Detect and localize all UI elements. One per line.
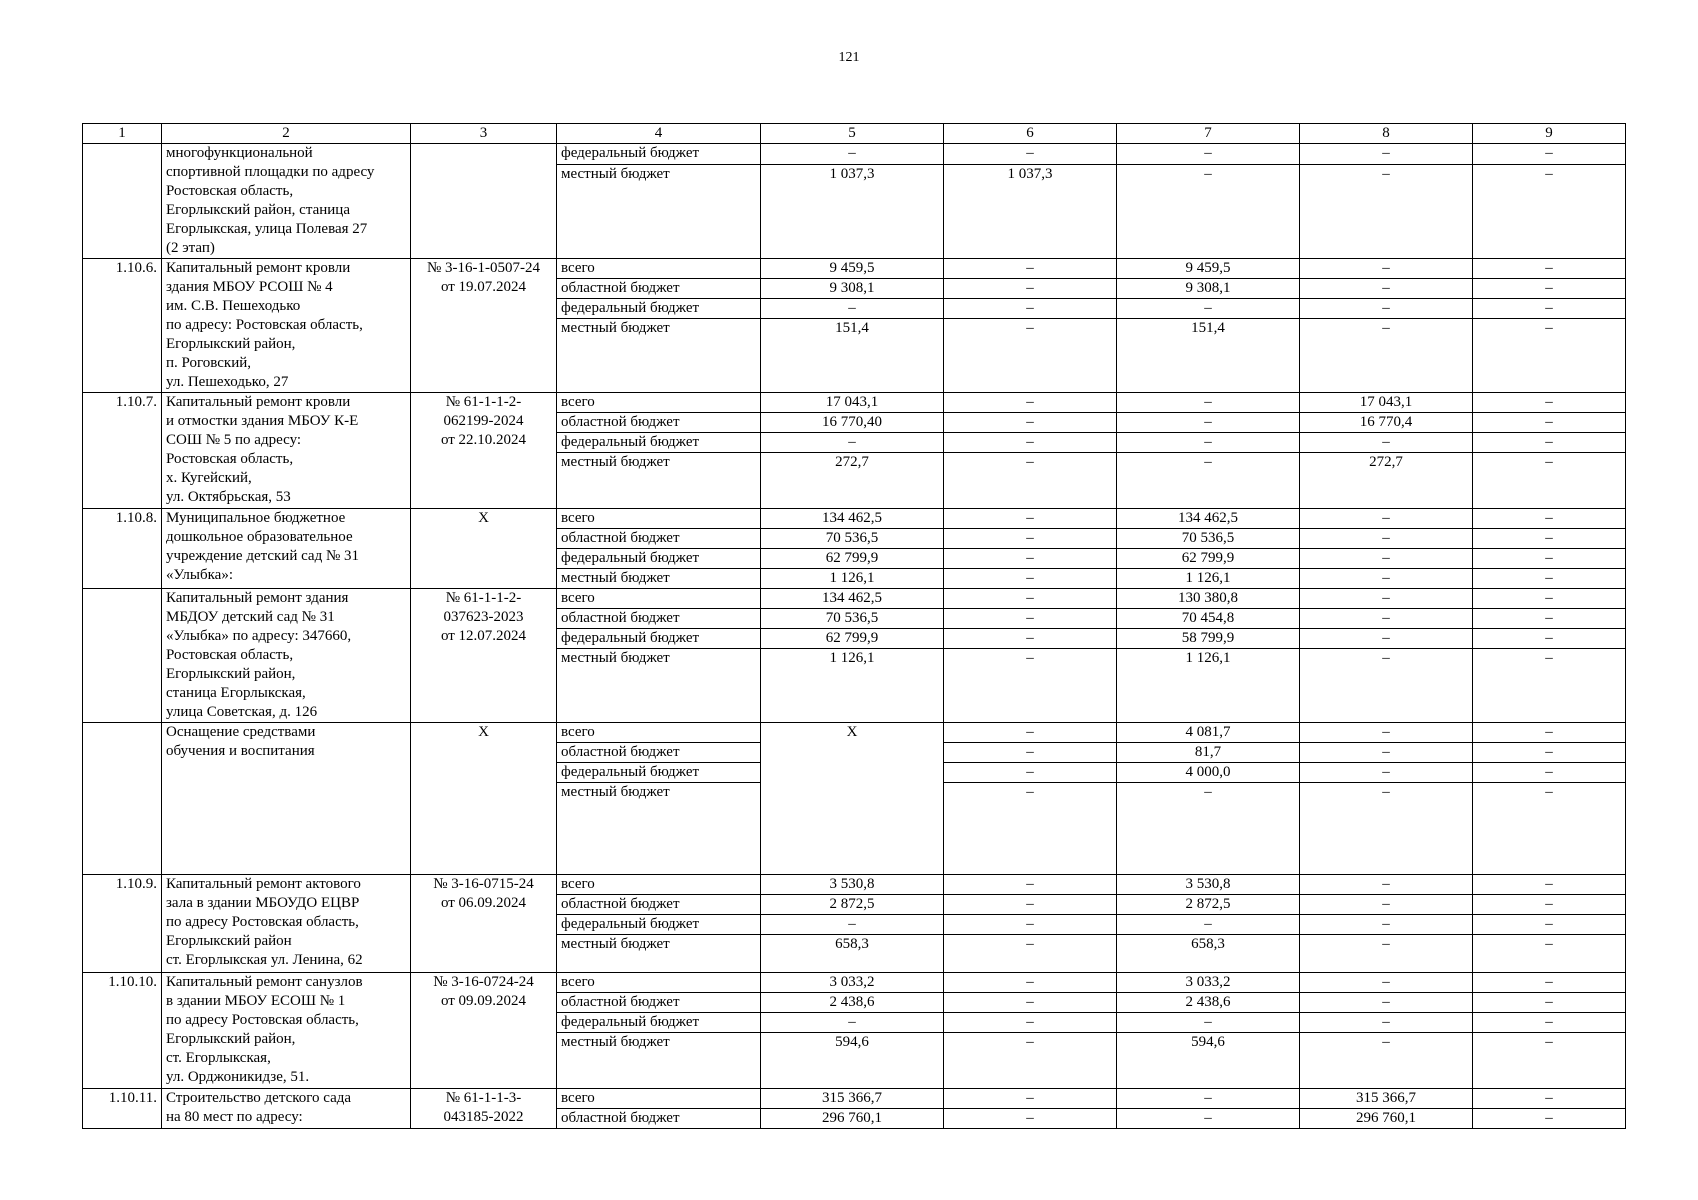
value-cell: –: [1473, 915, 1626, 935]
value-cell: –: [1473, 609, 1626, 629]
item-description: Строительство детского сада на 80 мест по адресу:: [162, 1089, 411, 1129]
item-document: [411, 144, 557, 259]
value-cell: 9 308,1: [1117, 279, 1300, 299]
value-cell: –: [1473, 549, 1626, 569]
value-cell: –: [1300, 299, 1473, 319]
value-cell: –: [944, 144, 1117, 165]
value-cell: 4 000,0: [1117, 763, 1300, 783]
value-cell: –: [1473, 433, 1626, 453]
value-cell: 3 530,8: [761, 875, 944, 895]
value-cell: –: [1300, 509, 1473, 529]
funding-source: федеральный бюджет: [557, 144, 761, 165]
item-number: [83, 723, 162, 875]
item-number: 1.10.7.: [83, 393, 162, 509]
value-cell: –: [761, 915, 944, 935]
value-cell: 9 459,5: [1117, 259, 1300, 279]
value-cell: 1 126,1: [1117, 569, 1300, 589]
value-cell: –: [1117, 413, 1300, 433]
value-cell: –: [1117, 453, 1300, 509]
value-cell: 62 799,9: [761, 549, 944, 569]
value-cell: –: [1473, 413, 1626, 433]
value-cell: –: [1473, 783, 1626, 875]
value-cell: 3 530,8: [1117, 875, 1300, 895]
value-cell: –: [1117, 433, 1300, 453]
value-cell: 1 126,1: [761, 649, 944, 723]
value-cell: –: [944, 743, 1117, 763]
value-cell: –: [1473, 319, 1626, 393]
value-cell: 70 536,5: [761, 529, 944, 549]
value-cell: –: [1300, 609, 1473, 629]
item-number: [83, 589, 162, 723]
value-cell: –: [944, 433, 1117, 453]
value-cell: –: [944, 875, 1117, 895]
value-cell: –: [761, 433, 944, 453]
funding-source: областной бюджет: [557, 1109, 761, 1129]
value-cell: 17 043,1: [1300, 393, 1473, 413]
value-cell: –: [1300, 973, 1473, 993]
value-cell: –: [1117, 393, 1300, 413]
value-cell: –: [1473, 279, 1626, 299]
funding-source: всего: [557, 259, 761, 279]
value-cell: –: [1473, 935, 1626, 973]
value-cell: –: [1473, 1089, 1626, 1109]
value-cell: –: [1300, 529, 1473, 549]
item-document: Х: [411, 723, 557, 875]
value-cell: –: [1300, 549, 1473, 569]
funding-source: федеральный бюджет: [557, 1013, 761, 1033]
value-cell: –: [1300, 935, 1473, 973]
value-cell: –: [944, 279, 1117, 299]
value-cell: 130 380,8: [1117, 589, 1300, 609]
value-cell: 1 126,1: [1117, 649, 1300, 723]
value-cell: –: [1473, 589, 1626, 609]
value-cell: –: [1300, 433, 1473, 453]
value-cell: –: [1117, 783, 1300, 875]
value-cell: –: [1473, 299, 1626, 319]
funding-source: федеральный бюджет: [557, 763, 761, 783]
value-cell: –: [1473, 453, 1626, 509]
table-row: [83, 723, 1626, 743]
funding-source: всего: [557, 1089, 761, 1109]
value-cell: –: [944, 1013, 1117, 1033]
budget-table: [82, 123, 1626, 1129]
value-cell: –: [944, 259, 1117, 279]
header-col-9: 9: [1473, 124, 1626, 144]
funding-source: местный бюджет: [557, 1033, 761, 1089]
value-cell: –: [1300, 629, 1473, 649]
value-cell: –: [1473, 743, 1626, 763]
value-cell: 315 366,7: [761, 1089, 944, 1109]
value-cell: –: [1473, 144, 1626, 165]
value-cell: –: [1473, 1013, 1626, 1033]
value-cell: –: [944, 453, 1117, 509]
value-cell: –: [1473, 393, 1626, 413]
table-row: [83, 144, 1626, 165]
header-col-6: 6: [944, 124, 1117, 144]
item-number: 1.10.10.: [83, 973, 162, 1089]
funding-source: федеральный бюджет: [557, 915, 761, 935]
value-cell: 296 760,1: [1300, 1109, 1473, 1129]
value-cell: –: [1300, 319, 1473, 393]
value-cell: –: [1473, 875, 1626, 895]
value-cell: –: [1300, 763, 1473, 783]
value-cell: 151,4: [1117, 319, 1300, 393]
value-cell: –: [1473, 629, 1626, 649]
funding-source: местный бюджет: [557, 319, 761, 393]
value-cell: –: [1473, 993, 1626, 1013]
value-cell: –: [1300, 1013, 1473, 1033]
funding-source: всего: [557, 973, 761, 993]
funding-source: областной бюджет: [557, 895, 761, 915]
value-cell: –: [1300, 723, 1473, 743]
table-row: [83, 259, 1626, 279]
table-row: [83, 1089, 1626, 1109]
funding-source: местный бюджет: [557, 164, 761, 258]
value-cell: –: [1117, 144, 1300, 165]
value-cell: –: [1473, 569, 1626, 589]
table-row: [83, 973, 1626, 993]
value-cell: –: [1473, 164, 1626, 258]
value-cell: –: [1117, 915, 1300, 935]
value-cell: –: [944, 393, 1117, 413]
value-cell: –: [944, 993, 1117, 1013]
value-cell: 3 033,2: [761, 973, 944, 993]
value-cell: –: [944, 1033, 1117, 1089]
value-cell: –: [1473, 723, 1626, 743]
value-cell: –: [944, 1089, 1117, 1109]
funding-source: местный бюджет: [557, 935, 761, 973]
value-cell: –: [944, 895, 1117, 915]
value-cell: –: [1473, 649, 1626, 723]
value-cell: –: [1300, 279, 1473, 299]
item-description: Капитальный ремонт кровли здания МБОУ РСОШ № 4 им. С.В. Пешеходько по адресу: Ростовская область, Егорлыкский район, п. Роговский, ул. Пешеходько, 27: [162, 259, 411, 393]
value-cell: 70 536,5: [761, 609, 944, 629]
funding-source: федеральный бюджет: [557, 299, 761, 319]
value-cell: –: [1117, 299, 1300, 319]
value-cell: 1 037,3: [761, 164, 944, 258]
item-description: Оснащение средствами обучения и воспитания: [162, 723, 411, 875]
header-row: [83, 124, 1626, 144]
value-cell: 2 872,5: [1117, 895, 1300, 915]
item-number: 1.10.9.: [83, 875, 162, 973]
item-number: 1.10.8.: [83, 509, 162, 589]
value-cell: –: [944, 529, 1117, 549]
value-cell: –: [944, 509, 1117, 529]
value-cell: 81,7: [1117, 743, 1300, 763]
value-cell: –: [1117, 164, 1300, 258]
value-cell: –: [1473, 509, 1626, 529]
item-number: [83, 144, 162, 259]
value-cell: –: [1300, 895, 1473, 915]
value-cell: –: [944, 319, 1117, 393]
value-cell: 134 462,5: [761, 509, 944, 529]
funding-source: областной бюджет: [557, 529, 761, 549]
value-cell: 2 438,6: [1117, 993, 1300, 1013]
value-cell: –: [1300, 993, 1473, 1013]
header-col-7: 7: [1117, 124, 1300, 144]
value-cell: –: [1300, 589, 1473, 609]
value-cell: 3 033,2: [1117, 973, 1300, 993]
value-cell: –: [1473, 529, 1626, 549]
value-cell: –: [944, 783, 1117, 875]
value-cell: 70 536,5: [1117, 529, 1300, 549]
value-cell: –: [1300, 915, 1473, 935]
funding-source: областной бюджет: [557, 609, 761, 629]
value-cell: 1 126,1: [761, 569, 944, 589]
item-description: Капитальный ремонт актового зала в здании МБОУДО ЕЦВР по адресу Ростовская область, Егорлыкский район ст. Егорлыкская ул. Ленина, 62: [162, 875, 411, 973]
header-col-1: 1: [83, 124, 162, 144]
value-cell: 315 366,7: [1300, 1089, 1473, 1109]
value-cell: 658,3: [761, 935, 944, 973]
funding-source: всего: [557, 723, 761, 743]
value-cell: –: [944, 649, 1117, 723]
funding-source: областной бюджет: [557, 413, 761, 433]
value-cell: –: [944, 723, 1117, 743]
header-col-8: 8: [1300, 124, 1473, 144]
funding-source: местный бюджет: [557, 649, 761, 723]
header-col-4: 4: [557, 124, 761, 144]
funding-source: федеральный бюджет: [557, 629, 761, 649]
value-cell: –: [944, 629, 1117, 649]
value-cell: –: [1300, 875, 1473, 895]
value-cell: 16 770,4: [1300, 413, 1473, 433]
item-description: Капитальный ремонт кровли и отмостки здания МБОУ К-Е СОШ № 5 по адресу: Ростовская область, х. Кугейский, ул. Октябрьская, 53: [162, 393, 411, 509]
value-cell: –: [1473, 1109, 1626, 1129]
value-cell: 9 308,1: [761, 279, 944, 299]
item-document: № 61-1-1-2- 037623-2023 от 12.07.2024: [411, 589, 557, 723]
item-description: Муниципальное бюджетное дошкольное образовательное учреждение детский сад № 31 «Улыбка»:: [162, 509, 411, 589]
item-description: Капитальный ремонт санузлов в здании МБОУ ЕСОШ № 1 по адресу Ростовская область, Егорлыкский район, ст. Егорлыкская, ул. Орджоникидзе, 51.: [162, 973, 411, 1089]
item-document: № 61-1-1-3- 043185-2022: [411, 1089, 557, 1129]
funding-source: областной бюджет: [557, 993, 761, 1013]
value-cell: –: [1300, 259, 1473, 279]
table-body: [83, 144, 1626, 1129]
value-cell: –: [1473, 763, 1626, 783]
table-row: [83, 589, 1626, 609]
value-cell: –: [1300, 164, 1473, 258]
funding-source: всего: [557, 393, 761, 413]
value-cell: 58 799,9: [1117, 629, 1300, 649]
item-document: № 3-16-0715-24 от 06.09.2024: [411, 875, 557, 973]
value-cell: –: [1117, 1109, 1300, 1129]
value-cell: –: [944, 915, 1117, 935]
value-cell: –: [944, 413, 1117, 433]
value-cell: –: [944, 935, 1117, 973]
value-cell: 62 799,9: [1117, 549, 1300, 569]
value-cell: –: [1117, 1089, 1300, 1109]
value-cell: 594,6: [1117, 1033, 1300, 1089]
value-cell: 4 081,7: [1117, 723, 1300, 743]
value-cell: 62 799,9: [761, 629, 944, 649]
value-cell: 594,6: [761, 1033, 944, 1089]
funding-source: местный бюджет: [557, 783, 761, 875]
header-col-5: 5: [761, 124, 944, 144]
value-cell: –: [1300, 783, 1473, 875]
value-cell: –: [944, 589, 1117, 609]
funding-source: федеральный бюджет: [557, 549, 761, 569]
value-cell: –: [944, 549, 1117, 569]
value-cell: 2 438,6: [761, 993, 944, 1013]
value-cell: 17 043,1: [761, 393, 944, 413]
item-number: 1.10.6.: [83, 259, 162, 393]
value-cell: 272,7: [761, 453, 944, 509]
value-cell: –: [1117, 1013, 1300, 1033]
table-row: [83, 509, 1626, 529]
item-document: № 61-1-1-2- 062199-2024 от 22.10.2024: [411, 393, 557, 509]
value-cell: –: [761, 299, 944, 319]
value-cell: 70 454,8: [1117, 609, 1300, 629]
value-cell: –: [1300, 649, 1473, 723]
header-col-2: 2: [162, 124, 411, 144]
value-cell: 272,7: [1300, 453, 1473, 509]
item-description: многофункциональной спортивной площадки по адресу Ростовская область, Егорлыкский район, станица Егорлыкская, улица Полевая 27 (2 этап): [162, 144, 411, 259]
item-document: Х: [411, 509, 557, 589]
value-cell: –: [944, 299, 1117, 319]
value-cell: –: [1300, 1033, 1473, 1089]
value-cell: 16 770,40: [761, 413, 944, 433]
funding-source: областной бюджет: [557, 743, 761, 763]
value-cell: –: [944, 1109, 1117, 1129]
value-cell: –: [944, 763, 1117, 783]
value-cell: 9 459,5: [761, 259, 944, 279]
table-row: [83, 393, 1626, 413]
value-cell: –: [1473, 895, 1626, 915]
value-cell: 134 462,5: [761, 589, 944, 609]
funding-source: всего: [557, 509, 761, 529]
item-document: № 3-16-0724-24 от 09.09.2024: [411, 973, 557, 1089]
value-cell: –: [1473, 259, 1626, 279]
value-cell: –: [1300, 569, 1473, 589]
funding-source: местный бюджет: [557, 569, 761, 589]
item-document: № 3-16-1-0507-24 от 19.07.2024: [411, 259, 557, 393]
funding-source: областной бюджет: [557, 279, 761, 299]
funding-source: местный бюджет: [557, 453, 761, 509]
funding-source: федеральный бюджет: [557, 433, 761, 453]
value-cell: 1 037,3: [944, 164, 1117, 258]
value-cell: –: [1473, 973, 1626, 993]
value-cell: 151,4: [761, 319, 944, 393]
value-cell: –: [944, 569, 1117, 589]
funding-source: всего: [557, 589, 761, 609]
value-cell: 134 462,5: [1117, 509, 1300, 529]
value-cell: –: [761, 144, 944, 165]
page-number: 121: [838, 50, 860, 65]
value-cell: –: [1300, 743, 1473, 763]
funding-source: всего: [557, 875, 761, 895]
value-cell: –: [944, 609, 1117, 629]
value-cell: –: [1300, 144, 1473, 165]
item-number: 1.10.11.: [83, 1089, 162, 1129]
table-row: [83, 875, 1626, 895]
value-cell: Х: [761, 723, 944, 875]
value-cell: –: [761, 1013, 944, 1033]
value-cell: 2 872,5: [761, 895, 944, 915]
value-cell: 296 760,1: [761, 1109, 944, 1129]
header-col-3: 3: [411, 124, 557, 144]
value-cell: 658,3: [1117, 935, 1300, 973]
item-description: Капитальный ремонт здания МБДОУ детский сад № 31 «Улыбка» по адресу: 347660, Ростовская область, Егорлыкский район, станица Егорлыкская, улица Советская, д. 126: [162, 589, 411, 723]
value-cell: –: [944, 973, 1117, 993]
value-cell: –: [1473, 1033, 1626, 1089]
